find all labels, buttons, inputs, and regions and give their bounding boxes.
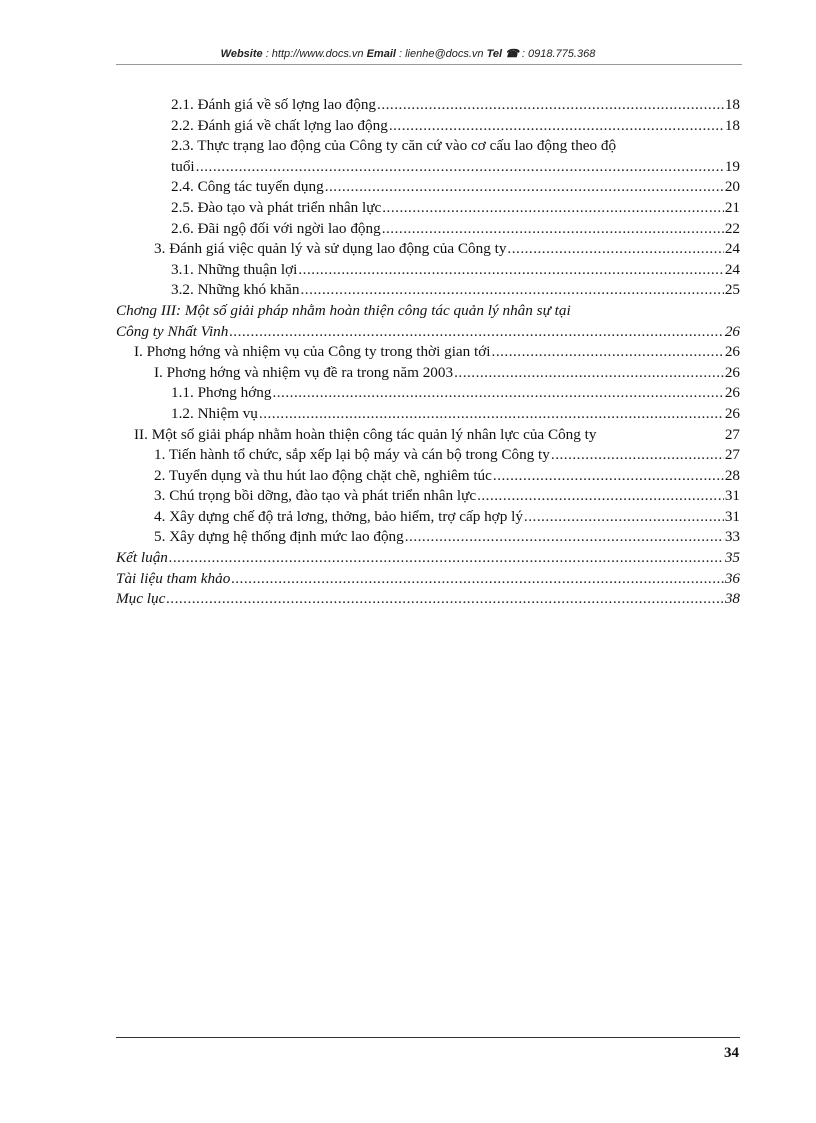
toc-entry <box>116 239 740 260</box>
toc-entry <box>116 342 740 363</box>
toc-entry-title: 5. Xây dựng hệ thống định mức lao động <box>154 528 404 546</box>
toc-leader-dots <box>507 239 723 260</box>
toc-entry-title: 1.1. Phơng hớng <box>171 384 272 402</box>
toc-entry <box>116 589 740 610</box>
toc-leader-dots <box>477 486 724 507</box>
toc-entry <box>116 445 740 466</box>
toc-entry-page: 24 <box>724 260 740 278</box>
toc-entry-page: 26 <box>724 384 740 402</box>
toc-entry <box>116 136 740 157</box>
toc-entry-page: 31 <box>724 487 740 505</box>
toc-entry-title: 4. Xây dựng chế độ trả lơng, thởng, bảo hiểm, trợ cấp hợp lý <box>154 507 523 525</box>
toc-entry-page: 18 <box>724 96 740 113</box>
toc-entry-page: 26 <box>724 363 740 381</box>
toc-entry-title: 2. Tuyển dụng và thu hút lao động chặt chẽ, nghiêm túc <box>154 466 492 484</box>
toc-entry-title: tuổi <box>171 157 195 175</box>
toc-entry-title: Kết luận <box>116 549 168 567</box>
toc-entry-title: Chơng III: Một số giải pháp nhằm hoàn thiện công tác quản lý nhân sự tại <box>116 301 571 319</box>
toc-entry <box>116 425 740 446</box>
toc-entry-page: 26 <box>724 404 740 422</box>
toc-leader-dots <box>229 322 723 343</box>
toc-leader-dots <box>166 589 723 610</box>
toc-leader-dots <box>259 404 724 425</box>
toc-entry-page: 35 <box>724 549 740 567</box>
toc-entry-title: 1. Tiến hành tổ chức, sắp xếp lại bộ máy và cán bộ trong Công ty <box>154 446 550 464</box>
toc-leader-dots <box>524 507 724 528</box>
toc-leader-dots <box>492 342 724 363</box>
toc-entry-title: I. Phơng hớng và nhiệm vụ của Công ty trong thời gian tới <box>134 343 491 361</box>
toc-entry <box>116 322 740 343</box>
toc-entry-page: 28 <box>724 466 740 484</box>
toc-leader-dots <box>382 219 724 240</box>
toc-entry-title: 3.1. Những thuận lợi <box>171 260 298 278</box>
toc-entry-title: Mục lục <box>116 590 166 608</box>
toc-entry <box>116 548 740 569</box>
toc-leader-dots <box>377 95 724 116</box>
toc-entry-title: 2.2. Đánh giá về chất lợng lao động <box>171 116 388 134</box>
toc-entry-title: 2.3. Thực trạng lao động của Công ty căn cứ vào cơ cấu lao động theo độ <box>171 137 617 155</box>
toc-entry-page: 22 <box>724 219 740 237</box>
footer-rule <box>116 1037 740 1038</box>
toc-entry <box>116 219 740 240</box>
tel-value: : 0918.775.368 <box>518 48 596 60</box>
toc-entry-page: 26 <box>724 322 740 340</box>
toc-leader-dots <box>454 363 724 384</box>
toc-entry <box>116 198 740 219</box>
email-value: : lienhe@docs.vn <box>395 48 487 60</box>
toc-entry <box>116 280 740 301</box>
toc-entry-page: 21 <box>724 198 740 216</box>
toc-entry-page: 20 <box>724 178 740 196</box>
toc-entry <box>116 301 740 322</box>
toc-entry-page: 19 <box>724 157 740 175</box>
toc-entry-page: 31 <box>724 507 740 525</box>
toc-entry-title: 3. Đánh giá việc quản lý và sử dụng lao động của Công ty <box>154 240 507 258</box>
toc-leader-dots <box>551 445 724 466</box>
toc-entry <box>116 383 740 404</box>
page-number: 34 <box>724 1045 739 1061</box>
toc-leader-dots <box>493 466 724 487</box>
toc-entry-page: 24 <box>724 240 740 258</box>
toc-leader-dots <box>382 198 724 219</box>
page-header <box>0 47 816 60</box>
website-label: Website <box>220 48 263 60</box>
toc-leader-dots <box>231 569 723 590</box>
toc-entry <box>116 569 740 590</box>
toc-entry <box>116 363 740 384</box>
toc-entry <box>116 177 740 198</box>
toc-leader-dots <box>300 280 723 301</box>
toc-entry <box>116 157 740 178</box>
toc-leader-dots <box>325 177 724 198</box>
toc-entry-title: 3. Chú trọng bồi dỡng, đào tạo và phát triển nhân lực <box>154 487 477 505</box>
toc-leader-dots <box>272 383 723 404</box>
toc-entry-page: 36 <box>724 569 740 587</box>
toc-entry <box>116 116 740 137</box>
toc-leader-dots <box>196 157 724 178</box>
toc-entry-page: 26 <box>724 343 740 361</box>
toc-entry-title: Công ty Nhất Vinh <box>116 322 229 340</box>
toc-entry <box>116 95 740 116</box>
toc-leader-dots <box>405 527 724 548</box>
toc-entry-page: 27 <box>724 425 740 443</box>
toc-leader-dots <box>298 260 723 281</box>
table-of-contents <box>116 95 740 610</box>
toc-entry-page: 33 <box>724 528 740 546</box>
toc-leader-dots <box>389 116 724 137</box>
toc-entry <box>116 466 740 487</box>
toc-entry <box>116 260 740 281</box>
toc-entry-title: 2.4. Công tác tuyển dụng <box>171 178 324 196</box>
toc-entry-title: II. Một số giải pháp nhằm hoàn thiện công tác quản lý nhân lực của Công ty <box>134 425 597 443</box>
header-rule <box>116 64 742 65</box>
toc-entry-title: 3.2. Những khó khăn <box>171 281 300 299</box>
toc-entry-title: 2.5. Đào tạo và phát triển nhân lực <box>171 198 382 216</box>
toc-entry-title: 2.6. Đãi ngộ đối với ngời lao động <box>171 219 381 237</box>
toc-leader-dots <box>169 548 724 569</box>
toc-entry-title: 1.2. Nhiệm vụ <box>171 404 258 422</box>
toc-entry <box>116 527 740 548</box>
toc-entry-title: I. Phơng hớng và nhiệm vụ đề ra trong năm 2003 <box>154 363 454 381</box>
toc-entry <box>116 486 740 507</box>
toc-entry <box>116 404 740 425</box>
toc-entry-page: 18 <box>724 116 740 134</box>
toc-entry-page: 25 <box>724 281 740 299</box>
toc-entry-page: 27 <box>724 446 740 464</box>
toc-entry-page: 38 <box>724 590 740 608</box>
tel-label: Tel ☎ <box>486 48 519 60</box>
email-label: Email <box>366 48 396 60</box>
website-value: : http://www.docs.vn <box>262 48 367 60</box>
toc-entry-title: 2.1. Đánh giá về số lợng lao động <box>171 96 377 113</box>
toc-entry-title: Tài liệu tham khảo <box>116 569 231 587</box>
toc-entry <box>116 507 740 528</box>
